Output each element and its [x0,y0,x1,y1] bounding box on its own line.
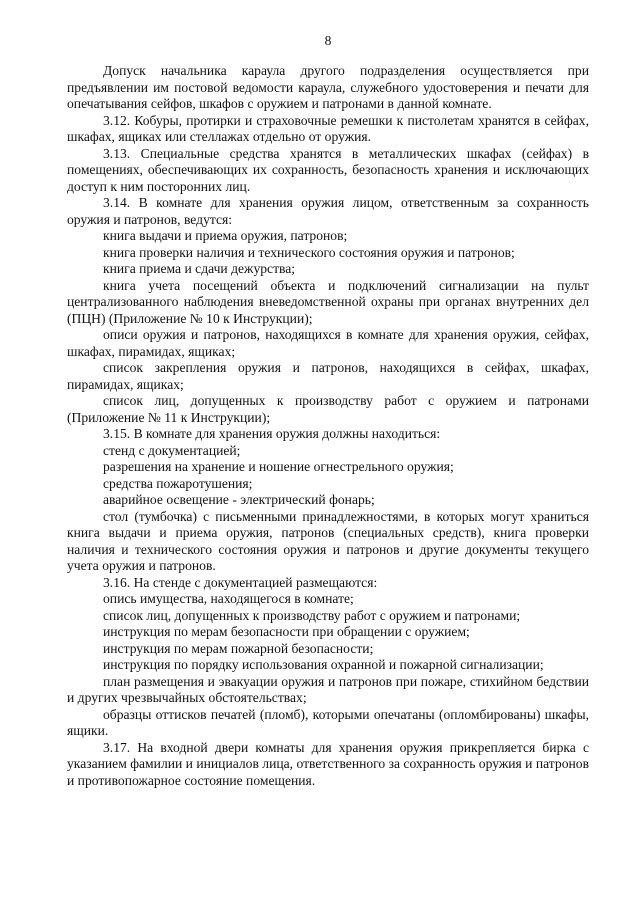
list-item: стенд с документацией; [103,442,241,458]
paragraph-3-13: 3.13. Специальные средства хранятся в металлических шкафах (сейфах) в помещениях, обеспечивающих их сохранность, безопасность хранения и исключающих доступ к ним посторонних лиц. [67,145,589,194]
paragraph-guard-chief-access: Допуск начальника караула другого подразделения осуществляется при предъявлении им постовой ведомости караула, служебного удостоверения и печати для опечатывания сейфов, шкафов с оружием и патронами в данной комнате. [67,63,589,111]
list-item: инструкция по мерам пожарной безопасности; [103,640,374,656]
list-item: стол (тумбочка) с письменными принадлежностями, в которых могут храниться книга выдачи и приема оружия, патронов (специальных средств), книга проверки наличия и технического состояния оружия и патронов и другие документы текущего учета оружия и патронов. [67,508,589,573]
paragraph-3-16: 3.16. На стенде с документацией размещаются: [103,574,378,590]
list-item: план размещения и эвакуации оружия и патронов при пожаре, стихийном бедствии и других чрезвычайных обстоятельствах; [67,673,589,705]
paragraph-3-14: 3.14. В комнате для хранения оружия лицом, ответственным за сохранность оружия и патронов, ведутся: [67,195,589,227]
list-item: инструкция по мерам безопасности при обращении с оружием; [103,624,470,639]
paragraph-3-15: 3.15. В комнате для хранения оружия должны находиться: [103,426,441,441]
list-item: книга учета посещений объекта и подключений сигнализации на пульт централизованного наблюдения вневедомственной охраны при органах внутренних дел (ПЦН) (Приложение № 10 к Инструкции); [67,277,589,326]
paragraph-3-12: 3.12. Кобуры, протирки и страховочные ремешки к пистолетам хранятся в сейфах, шкафах, ящиках или стеллажах отдельно от оружия. [67,112,589,144]
document-body [67,63,589,789]
list-item: книга выдачи и приема оружия, патронов; [103,228,348,243]
list-item: описи оружия и патронов, находящихся в комнате для хранения оружия, сейфах, шкафах, пирамидах, ящиках; [67,327,589,359]
list-item: разрешения на хранение и ношение огнестрельного оружия; [103,459,454,474]
list-item: список закрепления оружия и патронов, находящихся в сейфах, шкафах, пирамидах, ящиках; [67,360,589,392]
list-item: книга приема и сдачи дежурства; [103,261,296,276]
list-item: аварийное освещение - электрический фонарь; [103,492,375,507]
list-item: опись имущества, находящегося в комнате; [103,591,354,606]
list-item: инструкция по порядку использования охранной и пожарной сигнализации; [103,657,544,672]
list-item: список лиц, допущенных к производству работ с оружием и патронами (Приложение № 11 к Инструкции); [67,393,589,425]
list-item: средства пожаротушения; [103,475,253,491]
list-item: образцы оттисков печатей (пломб), которыми опечатаны (опломбированы) шкафы, ящики. [67,706,589,738]
page-number: 8 [324,33,332,48]
paragraph-3-17: 3.17. На входной двери комнаты для хранения оружия прикрепляется бирка с указанием фамилии и инициалов лица, ответственного за сохранность оружия и патронов и противопожарное состояние помещения. [67,739,589,788]
list-item: книга проверки наличия и технического состояния оружия и патронов; [103,244,515,260]
list-item: список лиц, допущенных к производству работ с оружием и патронами; [103,607,521,623]
